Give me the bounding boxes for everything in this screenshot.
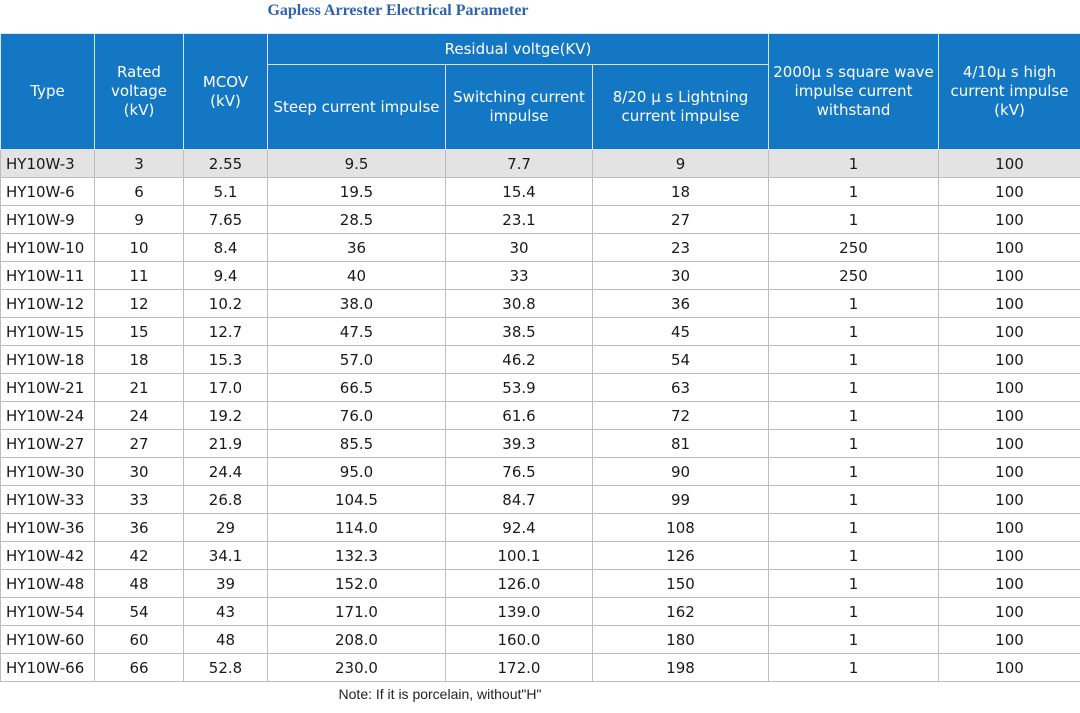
table-cell: 100: [939, 234, 1080, 262]
table-cell: 30.8: [446, 290, 593, 318]
header-lightning-current: 8/20 μ s Lightning current impulse: [593, 65, 769, 150]
table-row: [1, 290, 1080, 318]
table-cell: 100: [939, 570, 1080, 598]
table-cell: 18: [593, 178, 769, 206]
table-cell: 30: [446, 234, 593, 262]
table-cell: 1: [769, 206, 939, 234]
table-cell: 1: [769, 570, 939, 598]
table-cell: 85.5: [268, 430, 446, 458]
table-cell: 76.0: [268, 402, 446, 430]
table-cell: 84.7: [446, 486, 593, 514]
table-cell: HY10W-42: [1, 542, 95, 570]
table-cell: 36: [95, 514, 184, 542]
table-cell: HY10W-15: [1, 318, 95, 346]
table-cell: 61.6: [446, 402, 593, 430]
table-cell: 1: [769, 598, 939, 626]
table-cell: HY10W-21: [1, 374, 95, 402]
table-cell: 1: [769, 654, 939, 682]
table-cell: 126.0: [446, 570, 593, 598]
table-cell: 34.1: [184, 542, 268, 570]
table-cell: 9: [95, 206, 184, 234]
table-cell: 100: [939, 262, 1080, 290]
table-cell: 8.4: [184, 234, 268, 262]
table-cell: 48: [184, 626, 268, 654]
table-cell: 27: [593, 206, 769, 234]
table-cell: 100: [939, 458, 1080, 486]
table-cell: 198: [593, 654, 769, 682]
table-cell: 38.0: [268, 290, 446, 318]
table-row: [1, 150, 1080, 178]
table-cell: 172.0: [446, 654, 593, 682]
table-cell: 100: [939, 654, 1080, 682]
header-residual-voltage-group: Residual voltge(KV): [268, 34, 769, 65]
table-cell: 33: [95, 486, 184, 514]
table-cell: 100: [939, 374, 1080, 402]
table-cell: 1: [769, 486, 939, 514]
table-cell: 100: [939, 206, 1080, 234]
table-cell: 33: [446, 262, 593, 290]
table-cell: HY10W-30: [1, 458, 95, 486]
table-cell: 92.4: [446, 514, 593, 542]
table-row: [1, 570, 1080, 598]
table-cell: 48: [95, 570, 184, 598]
table-cell: 54: [95, 598, 184, 626]
table-cell: 39: [184, 570, 268, 598]
table-cell: 100: [939, 430, 1080, 458]
table-cell: 2.55: [184, 150, 268, 178]
table-row: [1, 458, 1080, 486]
table-cell: 100: [939, 178, 1080, 206]
table-cell: HY10W-10: [1, 234, 95, 262]
table-cell: 15: [95, 318, 184, 346]
table-cell: 100: [939, 542, 1080, 570]
table-cell: 24: [95, 402, 184, 430]
table-cell: 23.1: [446, 206, 593, 234]
table-cell: 150: [593, 570, 769, 598]
table-cell: HY10W-6: [1, 178, 95, 206]
table-row: [1, 402, 1080, 430]
table-cell: 28.5: [268, 206, 446, 234]
table-cell: 57.0: [268, 346, 446, 374]
table-cell: 10: [95, 234, 184, 262]
table-cell: 132.3: [268, 542, 446, 570]
table-cell: 45: [593, 318, 769, 346]
table-cell: 10.2: [184, 290, 268, 318]
table-cell: 30: [593, 262, 769, 290]
table-row: [1, 346, 1080, 374]
table-cell: 99: [593, 486, 769, 514]
table-cell: 9: [593, 150, 769, 178]
table-cell: 9.4: [184, 262, 268, 290]
table-row: [1, 178, 1080, 206]
table-cell: 152.0: [268, 570, 446, 598]
table-cell: 39.3: [446, 430, 593, 458]
table-cell: 42: [95, 542, 184, 570]
header-high-current: 4/10μ s high current impulse (kV): [939, 34, 1080, 150]
table-cell: HY10W-33: [1, 486, 95, 514]
table-cell: HY10W-36: [1, 514, 95, 542]
table-cell: HY10W-11: [1, 262, 95, 290]
table-row: [1, 626, 1080, 654]
table-cell: 208.0: [268, 626, 446, 654]
page-title: Gapless Arrester Electrical Parameter: [267, 2, 529, 19]
table-row: [1, 234, 1080, 262]
table-cell: 18: [95, 346, 184, 374]
table-cell: 23: [593, 234, 769, 262]
table-cell: 40: [268, 262, 446, 290]
table-cell: 19.2: [184, 402, 268, 430]
parameter-table: [0, 33, 1080, 682]
table-cell: 100: [939, 402, 1080, 430]
table-cell: 100: [939, 486, 1080, 514]
table-cell: HY10W-48: [1, 570, 95, 598]
table-cell: 100: [939, 598, 1080, 626]
table-cell: HY10W-12: [1, 290, 95, 318]
table-cell: HY10W-27: [1, 430, 95, 458]
table-cell: 139.0: [446, 598, 593, 626]
table-cell: 76.5: [446, 458, 593, 486]
table-row: [1, 206, 1080, 234]
table-cell: 15.4: [446, 178, 593, 206]
table-cell: 66.5: [268, 374, 446, 402]
table-cell: HY10W-24: [1, 402, 95, 430]
table-cell: 29: [184, 514, 268, 542]
table-row: [1, 486, 1080, 514]
table-cell: 1: [769, 178, 939, 206]
table-row: [1, 542, 1080, 570]
table-cell: HY10W-9: [1, 206, 95, 234]
table-cell: 81: [593, 430, 769, 458]
table-cell: 36: [593, 290, 769, 318]
header-mcov: MCOV (kV): [184, 34, 268, 150]
table-cell: 43: [184, 598, 268, 626]
table-cell: 26.8: [184, 486, 268, 514]
table-cell: 72: [593, 402, 769, 430]
table-cell: 100: [939, 150, 1080, 178]
table-cell: 6: [95, 178, 184, 206]
table-cell: 1: [769, 318, 939, 346]
table-cell: 30: [95, 458, 184, 486]
table-cell: 19.5: [268, 178, 446, 206]
table-cell: 53.9: [446, 374, 593, 402]
table-cell: 63: [593, 374, 769, 402]
table-cell: HY10W-54: [1, 598, 95, 626]
table-cell: 230.0: [268, 654, 446, 682]
table-cell: 171.0: [268, 598, 446, 626]
table-cell: 126: [593, 542, 769, 570]
table-header: [1, 34, 1080, 150]
table-cell: 17.0: [184, 374, 268, 402]
table-cell: HY10W-60: [1, 626, 95, 654]
table-row: [1, 318, 1080, 346]
table-cell: 1: [769, 514, 939, 542]
table-cell: 15.3: [184, 346, 268, 374]
table-cell: 12.7: [184, 318, 268, 346]
table-cell: 250: [769, 262, 939, 290]
table-cell: 7.7: [446, 150, 593, 178]
table-cell: 36: [268, 234, 446, 262]
table-row: [1, 374, 1080, 402]
table-cell: 100: [939, 514, 1080, 542]
table-cell: 38.5: [446, 318, 593, 346]
table-cell: 66: [95, 654, 184, 682]
footnote: Note: If it is porcelain, without"H": [338, 686, 542, 702]
table-cell: 9.5: [268, 150, 446, 178]
table-cell: HY10W-18: [1, 346, 95, 374]
header-switching-current: Switching current impulse: [446, 65, 593, 150]
table-cell: 27: [95, 430, 184, 458]
table-row: [1, 598, 1080, 626]
table-cell: 100: [939, 318, 1080, 346]
table-row: [1, 654, 1080, 682]
table-cell: 60: [95, 626, 184, 654]
header-type: Type: [1, 34, 95, 150]
table-cell: 24.4: [184, 458, 268, 486]
header-row-group: [1, 34, 1080, 65]
table-cell: 7.65: [184, 206, 268, 234]
table-cell: 21: [95, 374, 184, 402]
table-cell: 1: [769, 626, 939, 654]
table-cell: 160.0: [446, 626, 593, 654]
table-row: [1, 430, 1080, 458]
table-cell: HY10W-3: [1, 150, 95, 178]
table-cell: 104.5: [268, 486, 446, 514]
table-cell: 100: [939, 626, 1080, 654]
table-cell: 5.1: [184, 178, 268, 206]
table-cell: 1: [769, 290, 939, 318]
table-cell: 162: [593, 598, 769, 626]
table-cell: 47.5: [268, 318, 446, 346]
table-cell: 1: [769, 150, 939, 178]
table-row: [1, 514, 1080, 542]
table-cell: 1: [769, 542, 939, 570]
table-cell: 52.8: [184, 654, 268, 682]
header-square-wave: 2000μ s square wave impulse current withstand: [769, 34, 939, 150]
table-cell: 100: [939, 290, 1080, 318]
table-cell: 11: [95, 262, 184, 290]
header-steep-current: Steep current impulse: [268, 65, 446, 150]
table-cell: 100.1: [446, 542, 593, 570]
table-cell: 46.2: [446, 346, 593, 374]
table-cell: 95.0: [268, 458, 446, 486]
table-cell: 1: [769, 458, 939, 486]
table-cell: 1: [769, 430, 939, 458]
table-cell: 3: [95, 150, 184, 178]
table-cell: HY10W-66: [1, 654, 95, 682]
table-cell: 250: [769, 234, 939, 262]
table-cell: 100: [939, 346, 1080, 374]
table-cell: 54: [593, 346, 769, 374]
table-cell: 1: [769, 346, 939, 374]
table-cell: 114.0: [268, 514, 446, 542]
table-cell: 1: [769, 402, 939, 430]
table-cell: 1: [769, 374, 939, 402]
header-rated-voltage: Rated voltage (kV): [95, 34, 184, 150]
table-body: [1, 150, 1080, 682]
table-cell: 90: [593, 458, 769, 486]
table-cell: 12: [95, 290, 184, 318]
table-row: [1, 262, 1080, 290]
table-cell: 180: [593, 626, 769, 654]
table-cell: 108: [593, 514, 769, 542]
table-cell: 21.9: [184, 430, 268, 458]
